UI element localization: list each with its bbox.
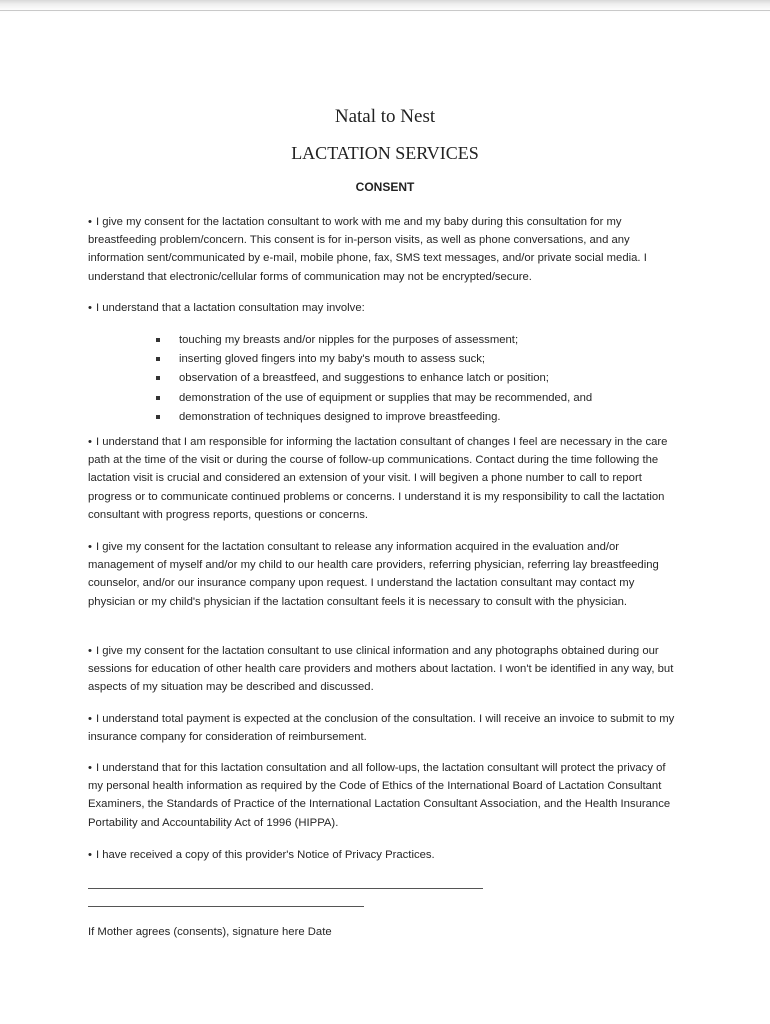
bullet-icon: • <box>88 762 92 774</box>
list-item: observation of a breastfeed, and suggestions to enhance latch or position; <box>155 369 675 388</box>
document-subtitle: LACTATION SERVICES <box>291 143 479 163</box>
paragraph-text: I give my consent for the lactation consultant to release any information acquired in the evaluation and/or management of myself and/or my child to our health care providers, referring physician, referring lay breastfeeding counselor, and/or our insurance company upon request. I understand the lactation consultant may contact my physician or my child's physician if the lactation consultant feels it is necessary to consult with the physician. <box>88 541 659 608</box>
consent-paragraph-payment <box>88 710 678 746</box>
list-item: demonstration of techniques designed to improve breastfeeding. <box>155 408 675 427</box>
bullet-icon: • <box>88 713 92 725</box>
scan-edge-line <box>0 10 770 11</box>
paragraph-text: I have received a copy of this provider's Notice of Privacy Practices. <box>95 849 435 861</box>
consent-paragraph-involve <box>88 299 678 317</box>
bullet-icon: • <box>88 302 92 314</box>
date-line[interactable] <box>88 906 364 907</box>
section-heading: CONSENT <box>355 180 415 194</box>
consent-paragraph-responsibility <box>88 433 678 524</box>
bullet-icon: • <box>88 436 92 448</box>
paragraph-text: I understand that for this lactation consultation and all follow-ups, the lactation consultant will protect the privacy of my personal health information as required by the Code of Ethics of the International Board of Lactation Consultant Examiners, the Standards of Practice of the International Lactation Consultant Association, and the Health Insurance Portability and Accountability Act of 1996 (HIPPA). <box>88 762 671 829</box>
paragraph-text: I give my consent for the lactation consultant to work with me and my baby during this consultation for my breastfeeding problem/concern. This consent is for in-person visits, as well as phone conversations, and any information sent/communicated by e-mail, mobile phone, fax, SMS text messages, and/or private social media. I understand that electronic/cellular forms of communication may not be encrypted/secure. <box>88 216 647 283</box>
signature-label: If Mother agrees (consents), signature here Date <box>88 926 332 938</box>
paragraph-text: I give my consent for the lactation consultant to use clinical information and any photographs obtained during our sessions for education of other health care providers and mothers about lactation. I won't be identified in any way, but aspects of my situation may be described and discussed. <box>88 645 674 694</box>
consent-paragraph-scope <box>88 213 678 286</box>
document-title: Natal to Nest <box>334 106 436 127</box>
consent-paragraph-notice <box>88 846 678 864</box>
consent-paragraph-education <box>88 642 678 697</box>
list-item: demonstration of the use of equipment or supplies that may be recommended, and <box>155 389 675 408</box>
involve-list <box>155 331 675 427</box>
bullet-icon: • <box>88 541 92 553</box>
paragraph-text: I understand total payment is expected at the conclusion of the consultation. I will receive an invoice to submit to my insurance company for consideration of reimbursement. <box>88 713 675 744</box>
bullet-icon: • <box>88 216 92 228</box>
consent-paragraph-privacy <box>88 759 678 832</box>
consent-paragraph-release <box>88 538 678 611</box>
scan-shadow <box>0 0 770 14</box>
paragraph-text: I understand that a lactation consultation may involve: <box>95 302 365 314</box>
paragraph-text: I understand that I am responsible for informing the lactation consultant of changes I feel are necessary in the care path at the time of the visit or during the course of follow-up communications. Contact during the time following the lactation visit is crucial and considered an extension of your visit. I will begiven a phone number to call to report progress or to communicate continued problems or concerns. I understand it is my responsibility to call the lactation consultant with progress reports, questions or concerns. <box>88 436 668 521</box>
bullet-icon: • <box>88 645 92 657</box>
bullet-icon: • <box>88 849 92 861</box>
list-item: inserting gloved fingers into my baby's mouth to assess suck; <box>155 350 675 369</box>
list-item: touching my breasts and/or nipples for the purposes of assessment; <box>155 331 675 350</box>
signature-line[interactable] <box>88 888 483 889</box>
